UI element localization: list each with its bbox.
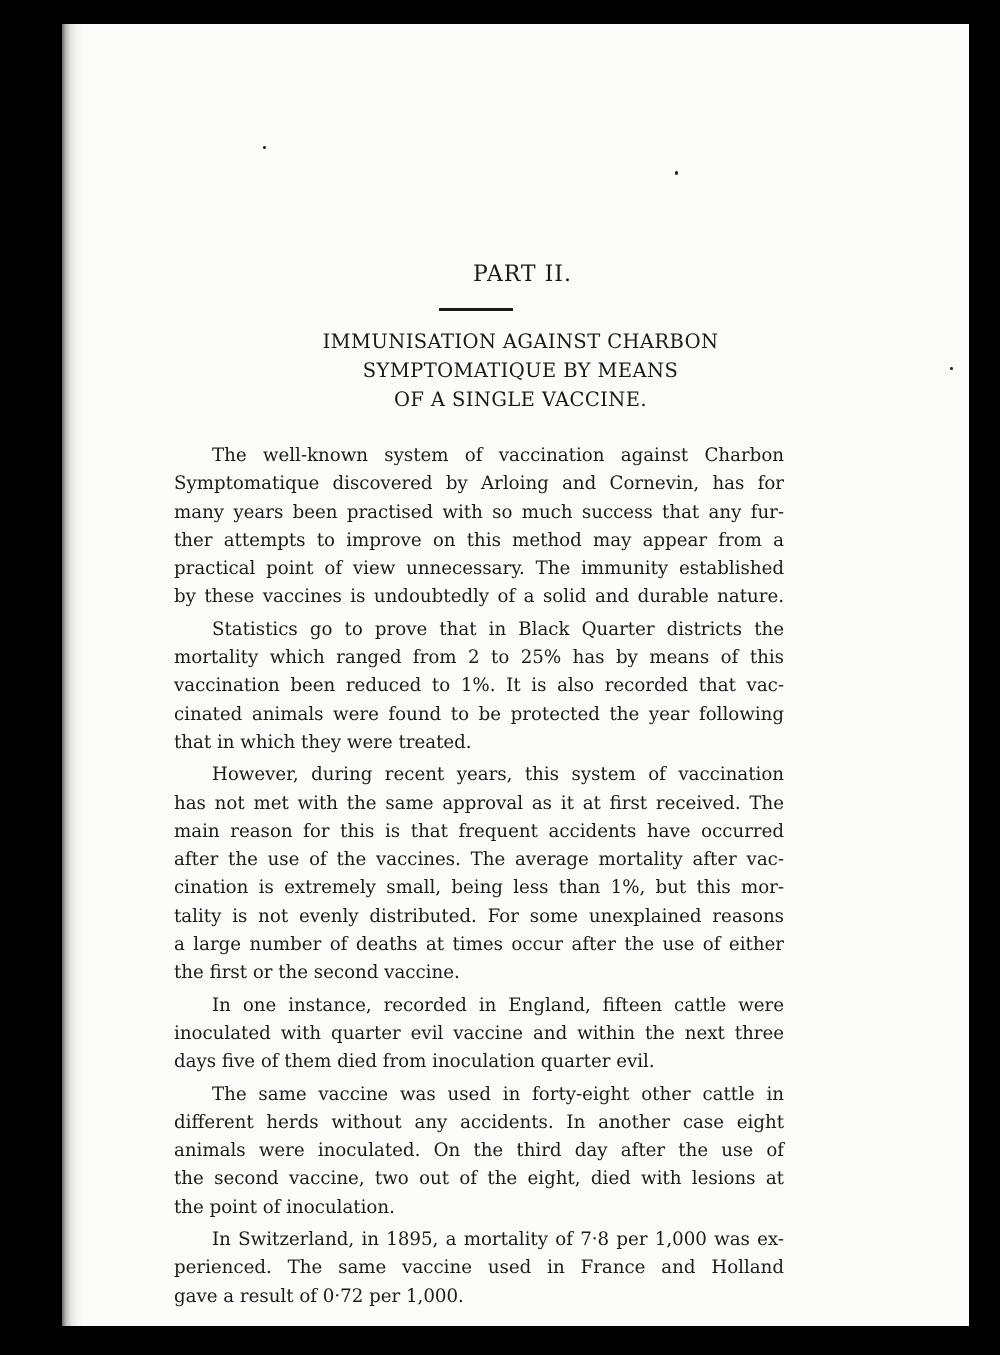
text-line: vaccination been reduced to 1%. It is also recorded that vac- bbox=[174, 675, 784, 697]
section-title-line: IMMUNISATION AGAINST CHARBON bbox=[322, 330, 719, 353]
text-line: that in which they were treated. bbox=[174, 731, 472, 753]
text-line: after the use of the vaccines. The average mortality after vac- bbox=[174, 849, 784, 871]
text-line: has not met with the same approval as it at first received. The bbox=[174, 792, 784, 814]
ink-speck bbox=[675, 171, 678, 175]
text-line: mortality which ranged from 2 to 25% has by means of this bbox=[174, 647, 784, 669]
text-line: cination is extremely small, being less than 1%, but this mor- bbox=[174, 877, 784, 899]
text-line: animals were inoculated. On the third day after the use of bbox=[174, 1140, 784, 1162]
text-line: many years been practised with so much success that any fur- bbox=[174, 501, 784, 523]
part-heading: PART II. bbox=[473, 262, 572, 287]
paragraph bbox=[174, 616, 784, 757]
text-line: The well-known system of vaccination against Charbon bbox=[212, 445, 784, 466]
text-line: by these vaccines is undoubtedly of a solid and durable nature. bbox=[174, 586, 784, 608]
text-line: the first or the second vaccine. bbox=[174, 962, 460, 984]
paragraph bbox=[174, 992, 784, 1077]
paragraph bbox=[174, 1226, 784, 1311]
book-page bbox=[62, 24, 969, 1326]
text-line: the second vaccine, two out of the eight, died with lesions at bbox=[174, 1168, 784, 1190]
text-line: different herds without any accidents. In another case eight bbox=[174, 1111, 784, 1133]
text-line: a large number of deaths at times occur after the use of either bbox=[174, 934, 784, 956]
paragraph bbox=[174, 761, 784, 987]
page-binding-edge bbox=[62, 24, 84, 1326]
ink-speck bbox=[263, 146, 266, 149]
text-line: gave a result of 0·72 per 1,000. bbox=[174, 1285, 464, 1307]
paragraph bbox=[174, 442, 784, 612]
text-line: days five of them died from inoculation quarter evil. bbox=[174, 1051, 655, 1073]
text-line: The same vaccine was used in forty-eight other cattle in bbox=[212, 1083, 784, 1105]
section-title bbox=[62, 327, 969, 414]
section-title-line: OF A SINGLE VACCINE. bbox=[394, 388, 647, 411]
text-line: the point of inoculation. bbox=[174, 1196, 395, 1218]
text-line: tality is not evenly distributed. For some unexplained reasons bbox=[174, 905, 784, 927]
text-line: ther attempts to improve on this method may appear from a bbox=[174, 529, 784, 551]
section-title-line: SYMPTOMATIQUE BY MEANS bbox=[362, 359, 679, 382]
text-line: inoculated with quarter evil vaccine and within the next three bbox=[174, 1022, 784, 1044]
text-line: Statistics go to prove that in Black Quarter districts the bbox=[212, 618, 784, 640]
paragraph bbox=[174, 1081, 784, 1222]
text-line: practical point of view unnecessary. The immunity established bbox=[174, 558, 784, 580]
text-line: perienced. The same vaccine used in France and Holland bbox=[174, 1257, 784, 1279]
text-line: However, during recent years, this system of vaccination bbox=[212, 764, 784, 786]
text-line: main reason for this is that frequent accidents have occurred bbox=[174, 820, 784, 842]
text-line: cinated animals were found to be protected the year following bbox=[174, 703, 784, 725]
text-line: In one instance, recorded in England, fifteen cattle were bbox=[212, 994, 784, 1016]
text-line: In Switzerland, in 1895, a mortality of 7·8 per 1,000 was ex- bbox=[212, 1229, 784, 1251]
heading-rule bbox=[439, 308, 513, 311]
body-text bbox=[174, 442, 784, 1315]
text-line: Symptomatique discovered by Arloing and Cornevin, has for bbox=[174, 473, 784, 495]
